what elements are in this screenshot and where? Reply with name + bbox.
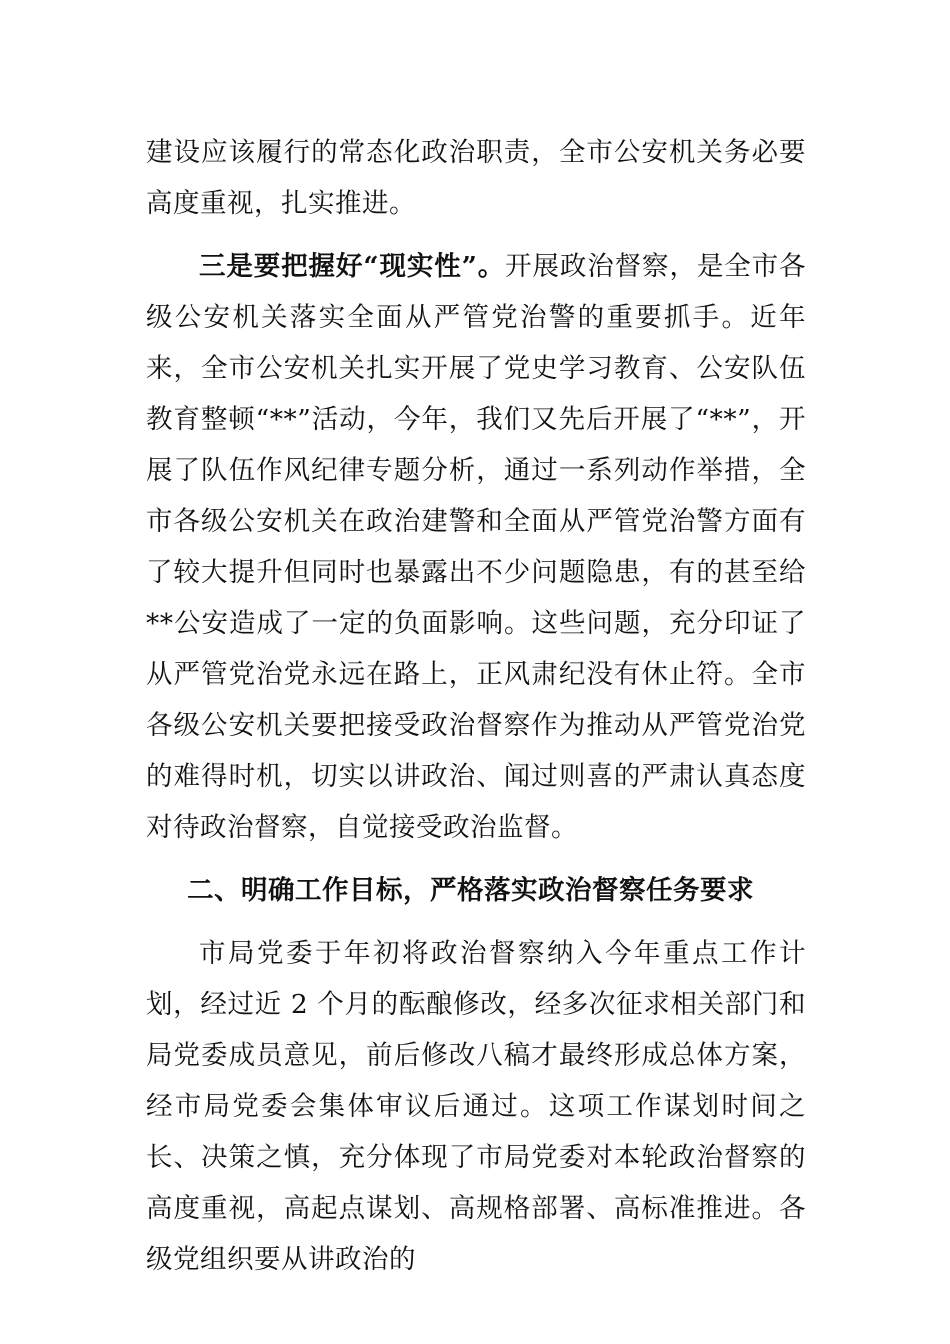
paragraph-lead-sentence: 三是要把握好“现实性”。: [199, 251, 506, 282]
paragraph-body-text: 开展政治督察，是全市各级公安机关落实全面从严管党治警的重要抓手。近年来，全市公安机关扎实开展了党史学习教育、公安队伍教育整顿“**”活动，今年，我们又先后开展了“**”，开展了队伍作风纪律专题分析，通过一系列动作举措，全市各级公安机关在政治建警和全面从严管党治警方面有了较大提升但同时也暴露出不少问题隐患，有的甚至给**公安造成了一定的负面影响。这些问题，充分印证了从严管党治党永远在路上，正风肃纪没有休止符。全市各级公安机关要把接受政治督察作为推动从严管党治党的难得时机，切实以讲政治、闻过则喜的严肃认真态度对待政治督察，自觉接受政治监督。: [146, 251, 806, 843]
paragraph-realism: [146, 241, 806, 853]
document-body: [146, 127, 806, 1285]
paragraph-continuation: 建设应该履行的常态化政治职责，全市公安机关务必要高度重视，扎实推进。: [146, 137, 806, 219]
section-heading: 二、明确工作目标，严格落实政治督察任务要求: [187, 875, 755, 906]
paragraph-work-plan: 市局党委于年初将政治督察纳入今年重点工作计划，经过近 2 个月的酝酿修改，经多次征求相关部门和局党委成员意见，前后修改八稿才最终形成总体方案，经市局党委会集体审议后通过。这项工作谋划时间之长、决策之慎，充分体现了市局党委对本轮政治督察的高度重视，高起点谋划、高规格部署、高标准推进。各级党组织要从讲政治的: [146, 938, 806, 1275]
